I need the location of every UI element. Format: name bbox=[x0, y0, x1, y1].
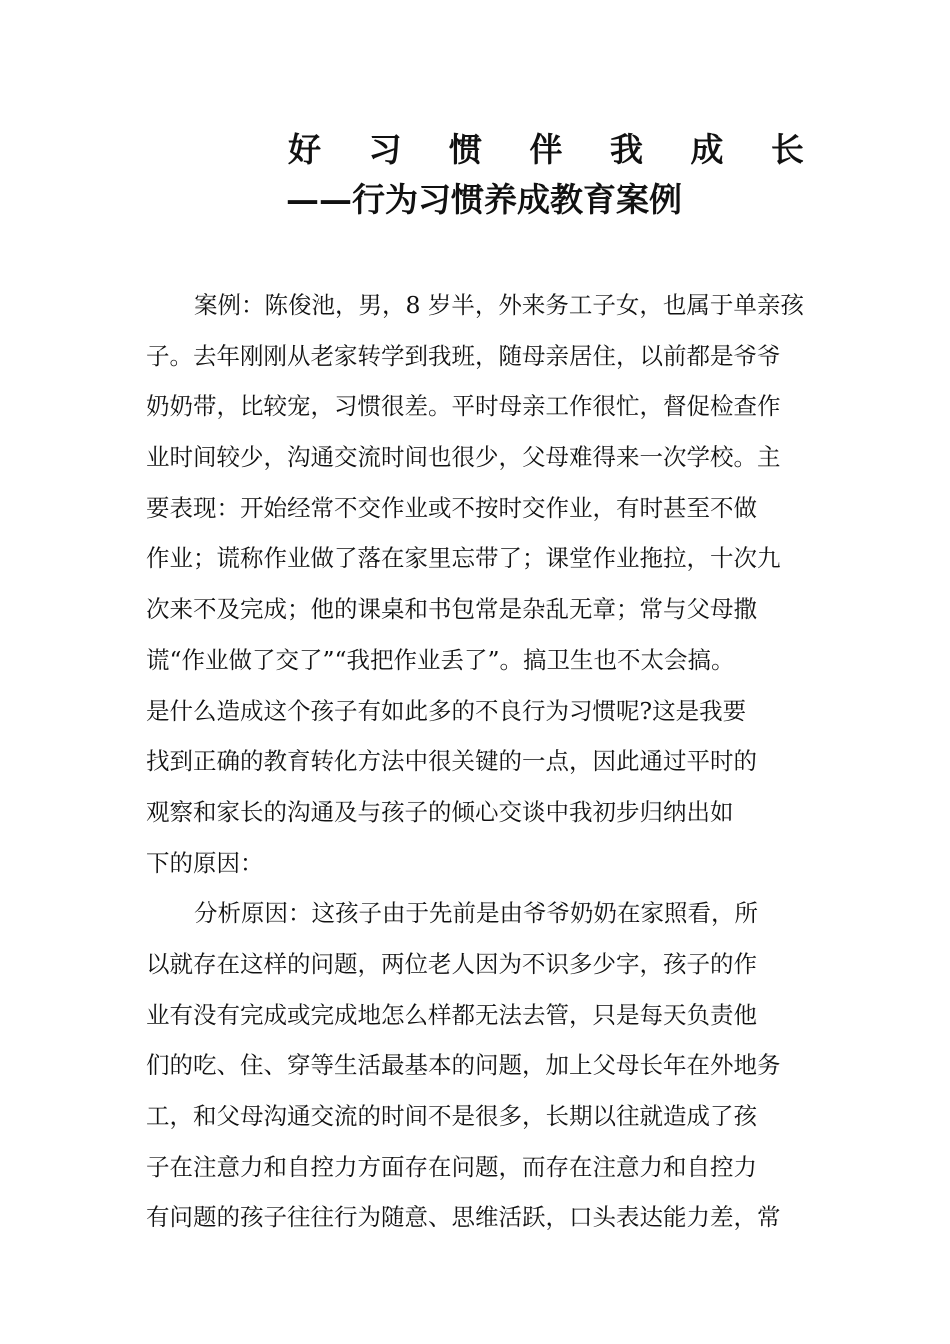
document-subtitle: ——行为习惯养成教育案例 bbox=[286, 180, 682, 219]
text-line: 作业；谎称作业做了落在家里忘带了；课堂作业拖拉，十次九 bbox=[146, 544, 781, 573]
text-line: 下的原因： bbox=[146, 848, 264, 877]
document-title: 好 习 惯 伴 我 成 长 bbox=[288, 130, 822, 169]
text-line: 业时间较少，沟通交流时间也很少，父母难得来一次学校。主 bbox=[146, 443, 781, 472]
text-line: 有问题的孩子往往行为随意、思维活跃，口头表达能力差，常 bbox=[146, 1203, 781, 1232]
text-line: 找到正确的教育转化方法中很关键的一点，因此通过平时的 bbox=[146, 747, 757, 776]
text-line: 子在注意力和自控力方面存在问题，而存在注意力和自控力 bbox=[146, 1152, 757, 1181]
text-line: 谎“作业做了交了”“我把作业丢了”。搞卫生也不太会搞。 bbox=[146, 645, 735, 674]
text-line: 观察和家长的沟通及与孩子的倾心交谈中我初步归纳出如 bbox=[146, 797, 734, 826]
text-line: 子。去年刚刚从老家转学到我班，随母亲居住，以前都是爷爷 bbox=[146, 341, 781, 370]
text-line: 业有没有完成或完成地怎么样都无法去管，只是每天负责他 bbox=[146, 1000, 757, 1029]
text-line: 奶奶带，比较宠，习惯很差。平时母亲工作很忙，督促检查作 bbox=[146, 392, 781, 421]
document-body bbox=[146, 280, 846, 1243]
text-line: 是什么造成这个孩子有如此多的不良行为习惯呢?这是我要 bbox=[146, 696, 747, 725]
text-line: 工，和父母沟通交流的时间不是很多，长期以往就造成了孩 bbox=[146, 1102, 757, 1130]
text-line: 们的吃、住、穿等生活最基本的问题，加上父母长年在外地务 bbox=[146, 1051, 781, 1080]
text-line: 分析原因：这孩子由于先前是由爷爷奶奶在家照看，所 bbox=[194, 899, 758, 928]
text-line: 以就存在这样的问题，两位老人因为不识多少字，孩子的作 bbox=[146, 949, 757, 978]
text-line: 次来不及完成；他的课桌和书包常是杂乱无章；常与父母撒 bbox=[146, 595, 757, 624]
text-line: 要表现：开始经常不交作业或不按时交作业，有时甚至不做 bbox=[146, 493, 757, 522]
text-line: 案例：陈俊池，男，8 岁半，外来务工子女，也属于单亲孩 bbox=[194, 291, 804, 319]
